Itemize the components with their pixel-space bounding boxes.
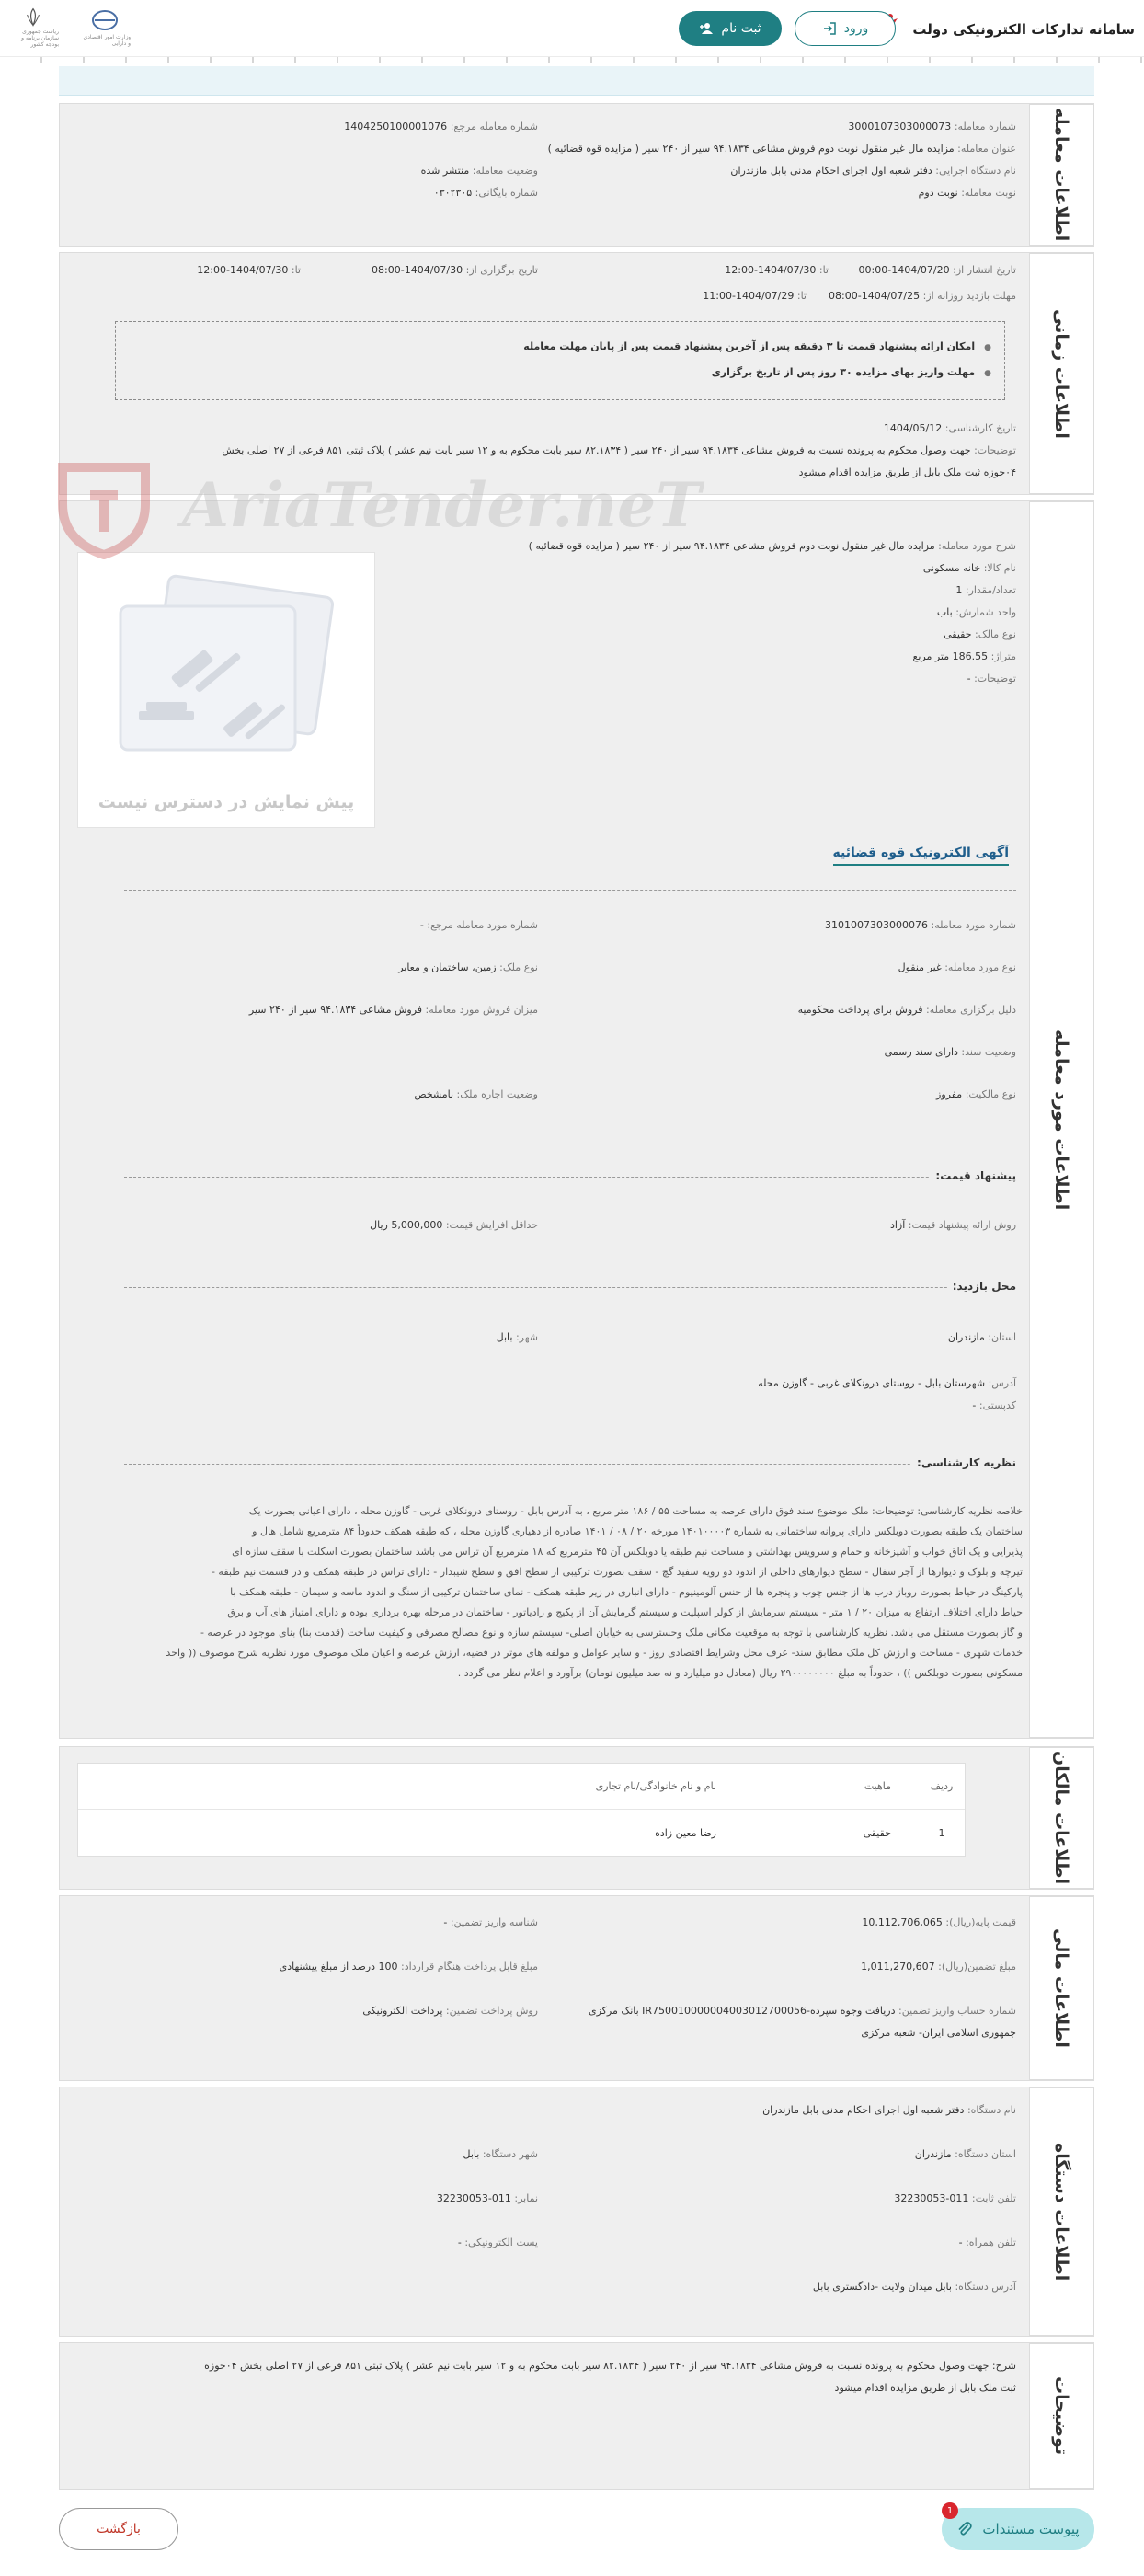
tab-judiciary-ad[interactable]: آگهی الکترونیک قوه قضائیه	[833, 845, 1010, 866]
back-label: بازگشت	[97, 2522, 141, 2536]
owners-col-index: ردیف	[930, 1780, 954, 1792]
expert-line: مسکونی بصورت دوبلکس )) ، حدوداً به مبلغ ۲۹۰۰۰۰۰۰۰۰ ریال (معادل دو میلیارد و نه صد میلیون تومان) برآورد و اعلام نظر می گردد .	[457, 1667, 1023, 1679]
item-number: شماره مورد معامله:3101007303000076	[825, 919, 1016, 931]
expert-heading: نظریه کارشناسی:	[911, 1456, 1016, 1469]
image-caption: پیش نمایش در دسترس نیست	[97, 792, 355, 812]
item-lease: وضعیت اجاره ملک:نامشخص	[414, 1088, 538, 1100]
expert-line: خدمات شهری - مساحت و ارزش کل ملک مطابق سند- عرف محل وشرایط اقتصادی روز - و سایر عوامل و مولفه های موثر در قضیه، ارزش عرصه و اعیان ملک موصوف مورد نظریه شرح موصوف (( واحد	[166, 1647, 1023, 1659]
publish-from: تاریخ انتشار از:1404/07/20-00:00	[858, 264, 1016, 276]
item-count: تعداد/مقدار:1	[955, 584, 1016, 596]
guarantee-method: روش پرداخت تضمین:پرداخت الکترونیکی	[362, 2005, 538, 2017]
item-owner-type: نوع مالک:حقیقی	[944, 628, 1016, 640]
base-price: قیمت پایه(ریال):10,112,706,065	[862, 1916, 1016, 1928]
item-divider-1	[124, 890, 1016, 891]
attachments-button[interactable]	[942, 2505, 1094, 2550]
economy-emblem-icon	[91, 8, 119, 32]
item-type: نوع مورد معامله:غیر منقول	[898, 961, 1016, 973]
visit-from: مهلت بازدید روزانه از:1404/07/25-08:00	[829, 290, 1016, 302]
gov-logo-economy-text: وزارت امور اقتصادی و دارایی	[83, 34, 131, 47]
gov-logo-economy	[79, 7, 131, 48]
owners-col-name: نام و نام خانوادگی/نام تجاری	[595, 1780, 716, 1792]
location-heading: محل بازدید:	[947, 1280, 1016, 1293]
gavel-image-icon	[102, 573, 343, 777]
device-email: پست الکترونیکی:-	[457, 2237, 538, 2248]
timing-bullet-2: ● مهلت واریز بهای مزایده ۳۰ روز پس از تاریخ برگزاری	[712, 366, 991, 378]
expert-line: ساختمان یک طبقه بصورت دوبلکس دارای پروانه ساختمانی به شماره ۱۴۰۱۰۰۰۰۳ مورخه ۲۰ / ۰۸ / ۱۴۰۱ صادره از دهیاری گاوزن محله ، که طبقه همکف حدوداً ۸۴ مترمربع شامل هال و	[252, 1525, 1023, 1537]
info-banner	[59, 66, 1094, 96]
owner-name: رضا معین زاده	[655, 1826, 716, 1839]
section-timing-title: اطلاعات زمانی	[1029, 253, 1093, 494]
hold-from: تاریخ برگزاری از:1404/07/30-08:00	[372, 264, 538, 276]
location-city: شهر:بابل	[496, 1331, 538, 1343]
expert-line: پذیرایی و یک اتاق خواب و آشپزخانه و حمام و سرویس بهداشتی و مساحت نیم طبقه یا دوبلکس آن ۴۵ مترمربع که ۱۸ مترمربع آن تراس می باشد ساختمان بصورت اسکلت با سقف سازه ای	[232, 1546, 1023, 1558]
transaction-round: نوبت معامله:نوبت دوم	[918, 187, 1016, 199]
owner-index: 1	[938, 1826, 945, 1839]
expert-date: تاریخ کارشناسی:1404/05/12	[883, 422, 1016, 434]
section-transaction-title: اطلاعات معامله	[1029, 104, 1093, 246]
expert-divider	[124, 1464, 1016, 1465]
iran-emblem-icon	[22, 7, 44, 27]
description-line-2: ثبت ملک بابل از طریق مزایده اقدام میشود	[834, 2382, 1016, 2394]
item-property-type: نوع ملک:زمین، ساختمان و معابر	[398, 961, 538, 973]
owners-table-header	[78, 1764, 965, 1810]
login-icon	[822, 21, 837, 36]
gov-logos	[7, 7, 131, 48]
guarantee-amount: مبلغ تضمین(ریال):1,011,270,607	[861, 1961, 1016, 1972]
item-reason: دلیل برگزاری معامله:فروش برای پرداخت محکومیه	[797, 1004, 1016, 1016]
hold-to: تا:1404/07/30-12:00	[197, 264, 301, 276]
visit-to: تا:1404/07/29-11:00	[703, 290, 807, 302]
timing-bullet-1: ● امکان ارائه پیشنهاد قیمت تا ۳ دقیقه پس از آخرین پیشنهاد قیمت پس از پایان مهلت معامله	[523, 340, 991, 352]
item-ownership: نوع مالکیت:مفروز	[936, 1088, 1016, 1100]
transaction-device: نام دستگاه اجرایی:دفتر شعبه اول اجرای احکام مدنی بابل مازندران	[730, 165, 1016, 177]
guarantee-account-2: جمهوری اسلامی ایران- شعبه مرکزی	[861, 2027, 1016, 2039]
publish-to: تا:1404/07/30-12:00	[725, 264, 829, 276]
gov-logo-budget	[7, 7, 59, 48]
section-transaction	[59, 103, 1094, 247]
item-doc-status: وضعیت سند:دارای سند رسمی	[884, 1046, 1016, 1058]
site-title: سامانه تدارکات الکترونیکی دولت	[912, 21, 1135, 38]
item-notes: توضیحات:-	[967, 673, 1016, 684]
expert-line: حیاط دارای اختلاف ارتفاع به میزان ۲۰ / ۱ متر - سیستم سرمایش از کولر اسپلیت و سیستم گرمایش آن از پکیج و رادیاتور - ساختمان در مرحله بهره برداری بوده و دارای امتیاز های آب و برق	[227, 1606, 1023, 1618]
section-device	[59, 2087, 1094, 2337]
expert-line: خلاصه نظریه کارشناسی: توضیحات: ملک موضوع سند فوق دارای عرصه به مساحت ۵۵ / ۱۸۶ متر مربع ، به آدرس بابل - روستای درونکلای غربی - گاوزن محله ، دارای اعیانی بصورت یک	[248, 1505, 1023, 1517]
transaction-ref-number: شماره معامله مرجع:1404250100001076	[344, 121, 538, 132]
section-timing	[59, 252, 1094, 495]
item-description: شرح مورد معامله:مزایده مال غیر منقول نوبت دوم فروش مشاعی ۹۴.۱۸۳۴ سیر از ۲۴۰ سیر ( مزایده قوه قضائیه )	[528, 540, 1016, 552]
table-row	[78, 1810, 965, 1856]
item-image-placeholder	[77, 552, 375, 828]
section-device-title: اطلاعات دستگاه	[1029, 2087, 1093, 2336]
expert-line: و گاز بصورت مستقل می باشد. نظریه کارشناسی با توجه به موقعیت مکانی ملک وحسترسی به خیابان اصلی- سیستم سازه و نوع مصالح مصرفی و کیفیت ساخت (قدمت بنا) بنای موجود در عرصه -	[200, 1627, 1023, 1639]
device-mobile: تلفن همراه:-	[958, 2237, 1016, 2248]
description-line-1: شرح: جهت وصول محکوم به پرونده نسبت به فروش مشاعی ۹۴.۱۸۳۴ سیر از ۲۴۰ سیر ( ۸۲.۱۸۳۴ سیر بابت محکوم به و ۱۲ سیر بابت نیم عشر ) پلاک ثبتی ۸۵۱ فرعی از ۲۷ اصلی بخش ۰۴حوزه	[204, 2360, 1016, 2372]
login-label: ورود	[843, 21, 869, 36]
paperclip-icon	[956, 2521, 973, 2537]
device-name: نام دستگاه:دفتر شعبه اول اجرای احکام مدنی بابل مازندران	[762, 2104, 1016, 2116]
owners-table	[77, 1763, 966, 1857]
item-goods: نام کالا:خانه مسکونی	[922, 562, 1016, 574]
section-owners-title: اطلاعات مالکان	[1029, 1747, 1093, 1889]
section-item-title: اطلاعات مورد معامله	[1029, 501, 1093, 1738]
expert-opinion-text	[158, 1501, 1023, 1684]
transaction-archive: شماره بایگانی:۰۳۰۲۳۰۵	[433, 187, 538, 199]
expert-line: پارکینگ در حیاط بصورت روباز درب ها از جنس چوب و پنجره ها از جنس آلومینیوم - دارای انباری در زیر طبقه همکف - نمای ساختمان ترکیبی از سنگ و اندود ماسه و سیمان - طبقه همکف با	[230, 1586, 1023, 1598]
device-province: استان دستگاه:مازندران	[914, 2148, 1016, 2160]
section-description	[59, 2342, 1094, 2490]
device-phone: تلفن ثابت:011-32230053	[894, 2192, 1016, 2204]
add-user-icon	[699, 21, 714, 36]
guarantee-id: شناسه واریز تضمین:-	[443, 1916, 538, 1928]
guarantee-account: شماره حساب واریز تضمین:دریافت وجوه سپرده-IR750010000004003012700056 بانک مرکزی	[588, 2005, 1016, 2017]
top-header	[0, 0, 1144, 57]
back-button[interactable]	[59, 2508, 178, 2550]
sub-navigation	[0, 57, 1144, 63]
location-divider	[124, 1287, 1016, 1288]
login-button[interactable]	[795, 11, 896, 46]
timing-notes-1: توضیحات:جهت وصول محکوم به پرونده نسبت به فروش مشاعی ۹۴.۱۸۳۴ سیر از ۲۴۰ سیر ( ۸۲.۱۸۳۴ سیر بابت محکوم به و ۱۲ سیر بابت نیم عشر ) پلاک ثبتی ۸۵۱ فرعی از ۲۷ اصلی بخش	[222, 444, 1016, 456]
item-unit: واحد شمارش:باب	[936, 606, 1016, 618]
transaction-number: شماره معامله:3000107303000073	[848, 121, 1016, 132]
gov-logo-budget-text: ریاست جمهوری سازمان برنامه و بودجه کشور	[21, 29, 59, 48]
item-share: میزان فروش مورد معامله:فروش مشاعی ۹۴.۱۸۳۴ سیر از ۲۴۰ سیر	[248, 1004, 538, 1016]
watermark-text: AriaTender.neT	[182, 469, 702, 541]
location-postal: کدپستی:-	[972, 1399, 1016, 1411]
attachments-count-badge: 1	[942, 2502, 958, 2519]
attachments-label: پیوست مستندات	[982, 2521, 1080, 2537]
min-increase: حداقل افزایش قیمت:5,000,000 ریال	[370, 1219, 538, 1231]
price-heading: پیشنهاد قیمت:	[930, 1169, 1016, 1182]
timing-notes-box	[115, 321, 1005, 400]
location-province: استان:مازندران	[947, 1331, 1016, 1343]
item-area: متراژ:186.55 متر مربع	[912, 650, 1016, 662]
device-city: شهر دستگاه:بابل	[463, 2148, 538, 2160]
owner-type: حقیقی	[863, 1826, 891, 1839]
register-label: ثبت نام	[721, 21, 761, 36]
device-fax: نمابر:011-32230053	[436, 2192, 538, 2204]
section-description-title: توضیحات	[1029, 2343, 1093, 2489]
payable-amount: مبلغ قابل پرداخت هنگام قرارداد:100 درصد از مبلغ پیشنهادی	[279, 1961, 538, 1972]
price-divider	[124, 1177, 1016, 1178]
timing-notes-2: ۰۴حوزه ثبت ملک بابل از طریق مزایده اقدام میشود	[798, 466, 1016, 478]
device-address: آدرس دستگاه:بابل میدان ولایت -دادگستری بابل	[812, 2281, 1016, 2293]
section-financial	[59, 1895, 1094, 2081]
owners-col-type: ماهیت	[864, 1780, 891, 1792]
item-ref-number: شماره مورد معامله مرجع:-	[419, 919, 538, 931]
site-brand[interactable]	[866, 9, 1135, 50]
price-method: روش ارائه پیشنهاد قیمت:آزاد	[889, 1219, 1016, 1231]
transaction-status: وضعیت معامله:منتشر شده	[420, 165, 538, 177]
section-financial-title: اطلاعات مالی	[1029, 1896, 1093, 2080]
transaction-title: عنوان معامله:مزایده مال غیر منقول نوبت دوم فروش مشاعی ۹۴.۱۸۳۴ سیر از ۲۴۰ سیر ( مزایده قوه قضائیه )	[547, 143, 1016, 155]
register-button[interactable]	[679, 11, 782, 46]
expert-line: تیرچه و بلوک و دیوارها از آجر سفال - سطح دیوارهای داخلی از اندود دو رویه سفید گچ - سقف بصورت ترکیبی از سطح افق و سطح شیبدار - دارای تراس در طبقه همکف و در قسمت نیم طبقه -	[211, 1566, 1023, 1578]
location-address: آدرس:شهرستان بابل - روستای درونکلای غربی - گاوزن محله	[758, 1377, 1016, 1389]
